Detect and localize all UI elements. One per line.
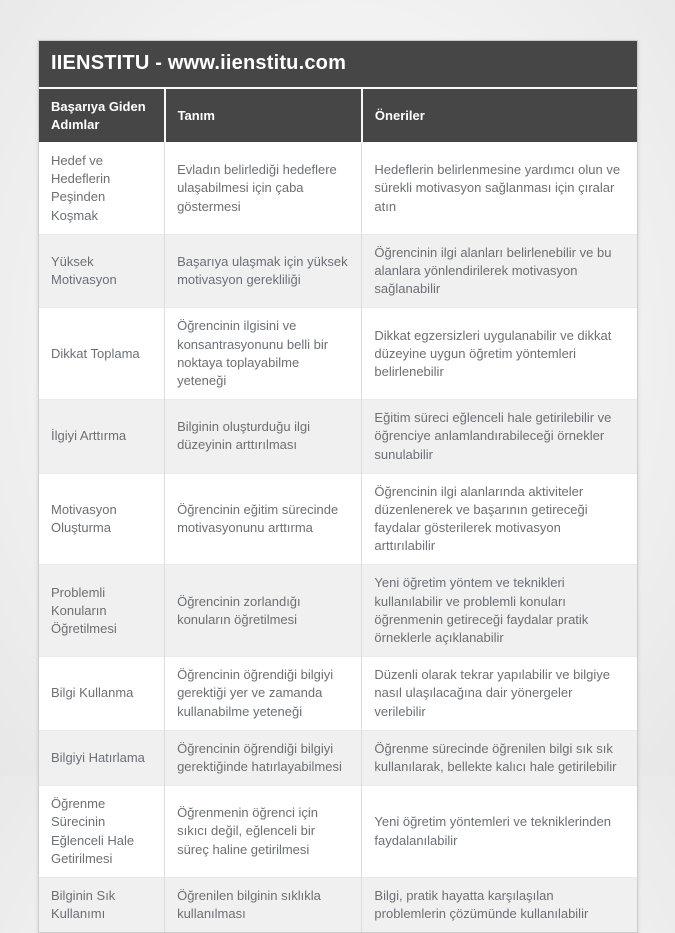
- table-card: [38, 40, 638, 933]
- cell-definition: Öğrencinin zorlandığı konuların öğretilmesi: [165, 565, 362, 657]
- header-row: [39, 89, 637, 143]
- table-row: [39, 234, 637, 308]
- cell-suggestion: Hedeflerin belirlenmesine yardımcı olun ve sürekli motivasyon sağlanması için çıralar atın: [362, 143, 637, 235]
- cell-step: Yüksek Motivasyon: [39, 234, 165, 308]
- cell-step: Bilginin Sık Kullanımı: [39, 877, 165, 932]
- cell-suggestion: Bilgi, pratik hayatta karşılaşılan problemlerin çözümünde kullanılabilir: [362, 877, 637, 932]
- cell-step: Dikkat Toplama: [39, 308, 165, 400]
- column-header-suggestions: Öneriler: [362, 89, 637, 143]
- cell-definition: Bilginin oluşturduğu ilgi düzeyinin arttırılması: [165, 400, 362, 474]
- cell-suggestion: Dikkat egzersizleri uygulanabilir ve dikkat düzeyine uygun öğretim yöntemleri belirlenebilir: [362, 308, 637, 400]
- cell-step: Öğrenme Sürecinin Eğlenceli Hale Getirilmesi: [39, 786, 165, 878]
- table-row: [39, 143, 637, 235]
- cell-step: Bilgi Kullanma: [39, 657, 165, 731]
- cell-definition: Öğrencinin ilgisini ve konsantrasyonunu belli bir noktaya toplayabilme yeteneği: [165, 308, 362, 400]
- cell-definition: Öğrenilen bilginin sıklıkla kullanılması: [165, 877, 362, 932]
- cell-suggestion: Eğitim süreci eğlenceli hale getirilebilir ve öğrenciye anlamlandırabileceği örnekler sunulabilir: [362, 400, 637, 474]
- cell-definition: Öğrenmenin öğrenci için sıkıcı değil, eğlenceli bir süreç haline getirilmesi: [165, 786, 362, 878]
- cell-suggestion: Düzenli olarak tekrar yapılabilir ve bilgiye nasıl ulaşılacağına dair yönergeler verilebilir: [362, 657, 637, 731]
- table-row: [39, 400, 637, 474]
- cell-step: Motivasyon Oluşturma: [39, 473, 165, 565]
- cell-definition: Evladın belirlediği hedeflere ulaşabilmesi için çaba göstermesi: [165, 143, 362, 235]
- cell-definition: Öğrencinin eğitim sürecinde motivasyonunu arttırma: [165, 473, 362, 565]
- cell-step: İlgiyi Arttırma: [39, 400, 165, 474]
- table-row: [39, 877, 637, 932]
- cell-suggestion: Öğrenme sürecinde öğrenilen bilgi sık sık kullanılarak, bellekte kalıcı hale getirilebilir: [362, 730, 637, 785]
- cell-suggestion: Öğrencinin ilgi alanlarında aktiviteler düzenlenerek ve başarının getireceği faydalar gösterilerek motivasyon arttırılabilir: [362, 473, 637, 565]
- column-header-definition: Tanım: [165, 89, 362, 143]
- table-row: [39, 657, 637, 731]
- table-row: [39, 473, 637, 565]
- cell-definition: Başarıya ulaşmak için yüksek motivasyon gerekliliği: [165, 234, 362, 308]
- table-row: [39, 308, 637, 400]
- cell-step: Hedef ve Hedeflerin Peşinden Koşmak: [39, 143, 165, 235]
- cell-step: Bilgiyi Hatırlama: [39, 730, 165, 785]
- table-title: IIENSTITU - www.iienstitu.com: [39, 41, 637, 89]
- cell-suggestion: Öğrencinin ilgi alanları belirlenebilir ve bu alanlara yönlendirilerek motivasyon sağlanabilir: [362, 234, 637, 308]
- cell-step: Problemli Konuların Öğretilmesi: [39, 565, 165, 657]
- cell-suggestion: Yeni öğretim yöntemleri ve tekniklerinden faydalanılabilir: [362, 786, 637, 878]
- cell-definition: Öğrencinin öğrendiği bilgiyi gerektiğinde hatırlayabilmesi: [165, 730, 362, 785]
- table-row: [39, 786, 637, 878]
- table-row: [39, 730, 637, 785]
- data-table: [39, 89, 637, 932]
- column-header-steps: Başarıya Giden Adımlar: [39, 89, 165, 143]
- cell-definition: Öğrencinin öğrendiği bilgiyi gerektiği yer ve zamanda kullanabilme yeteneği: [165, 657, 362, 731]
- cell-suggestion: Yeni öğretim yöntem ve teknikleri kullanılabilir ve problemli konuları öğrenmenin getireceği faydalar pratik örneklerle açıklanabilir: [362, 565, 637, 657]
- table-row: [39, 565, 637, 657]
